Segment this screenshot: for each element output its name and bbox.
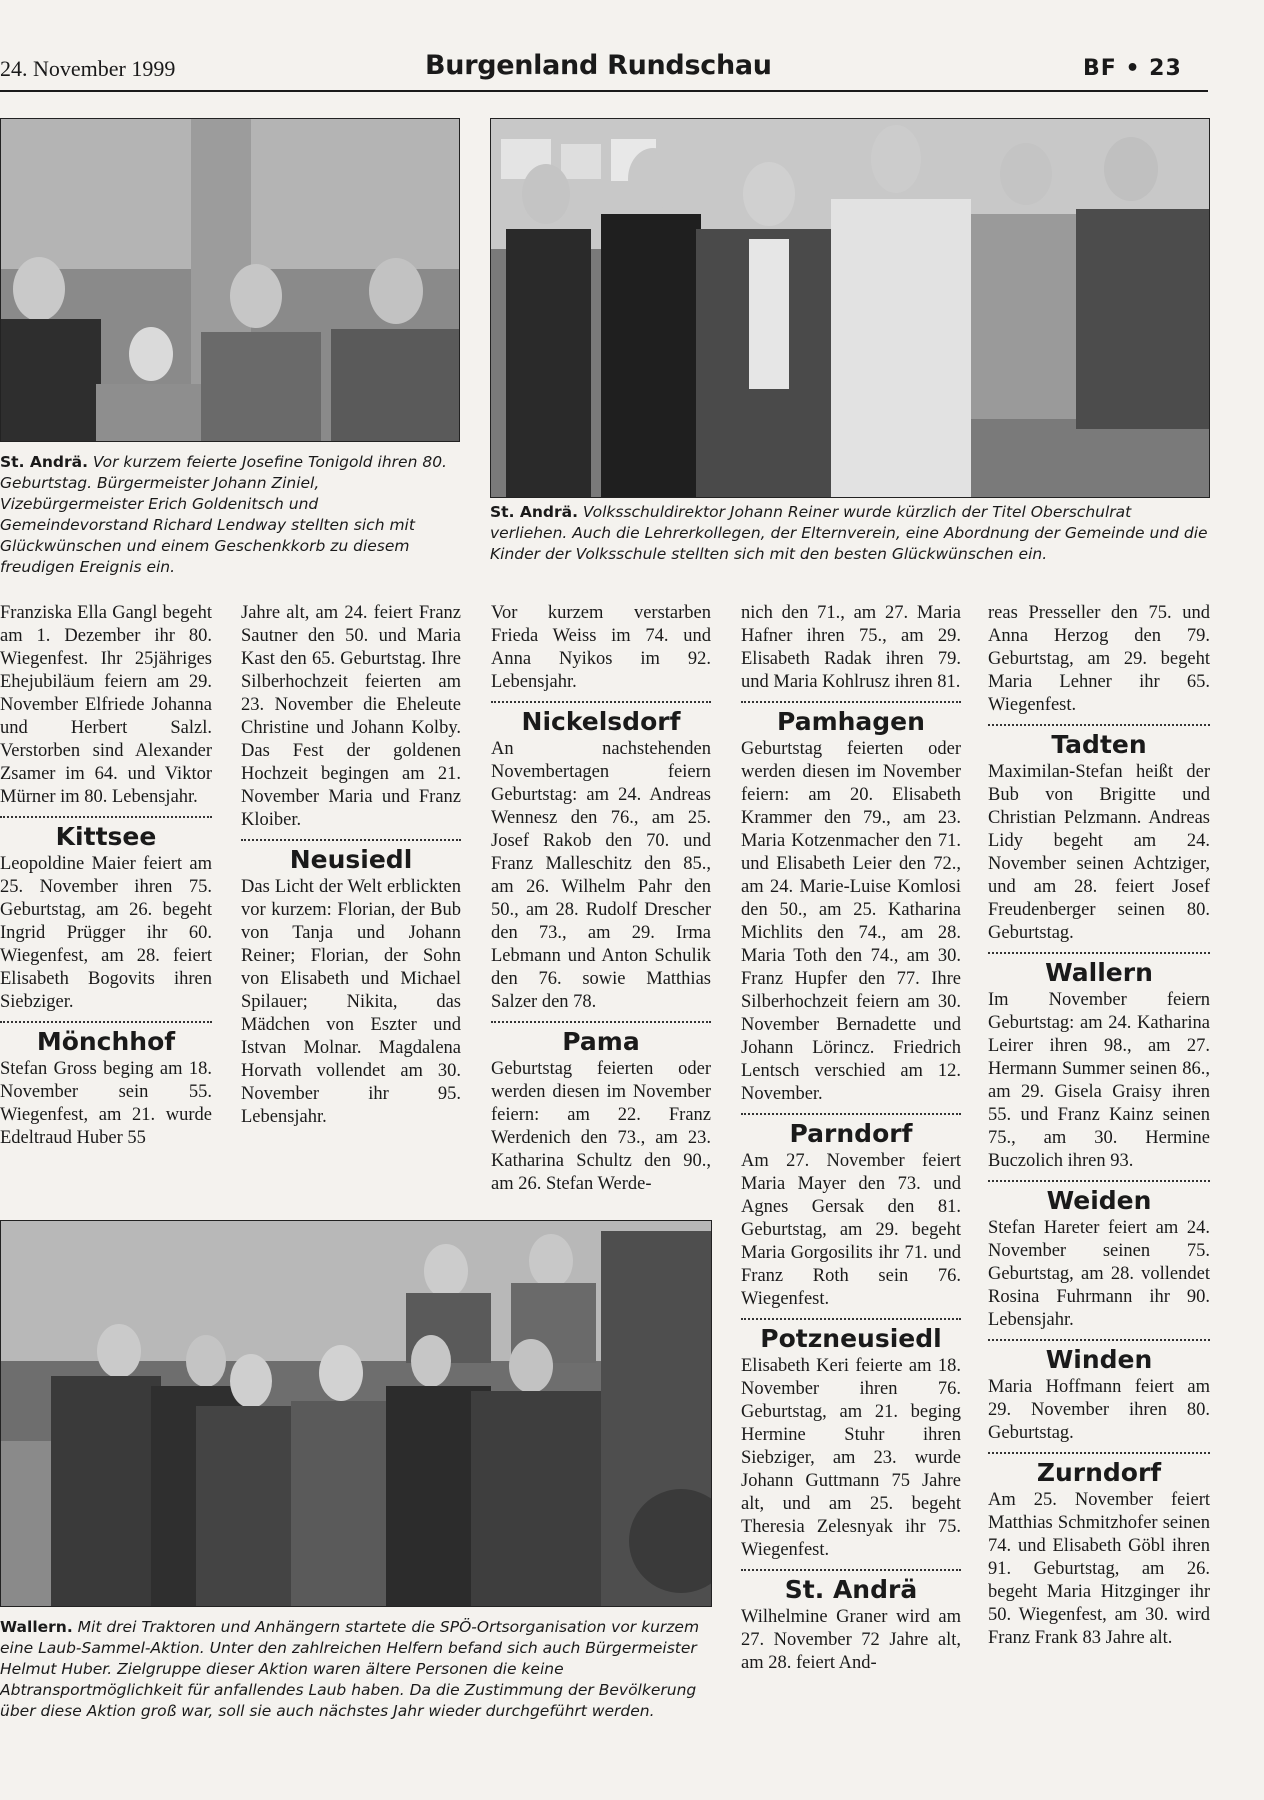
dotted-separator (988, 952, 1210, 954)
dotted-separator (741, 701, 961, 703)
issue-date: 24. November 1999 (0, 56, 176, 81)
heading-wallern: Wallern (1045, 958, 1153, 987)
heading-parndorf: Parndorf (789, 1119, 913, 1148)
article-moenchhof: Stefan Gross beging am 18. November sein 55. Wiegenfest, am 21. wurde Edeltraud Huber 55 (0, 1059, 212, 1148)
article-wallern: Im November feiern Geburtstag: am 24. Katharina Leirer ihren 98., am 27. Hermann Summer seinen 86., am 29. Gisela Graisy ihren 55. und Franz Kainz seinen 75., am 30. Hermine Buczolich ihren 93. (988, 990, 1210, 1171)
heading-winden: Winden (1045, 1345, 1153, 1374)
caption-wallern (0, 1617, 712, 1722)
heading-pamhagen: Pamhagen (777, 707, 925, 736)
article-zurndorf: Am 25. November feiert Matthias Schmitzhofer seinen 74. und Elisabeth Göbl ihren 91. Geburtstag, am 26. begeht Maria Hitzginger ihr 50. Wiegenfest, am 30. wird Franz Frank 83 Jahre alt. (988, 1490, 1210, 1648)
article-kittsee: Leopoldine Maier feiert am 25. November ihren 75. Geburtstag, am 26. begeht Ingrid Prügger ihr 60. Wiegenfest, am 28. feiert Elisabeth Bogovits ihren Siebziger. (0, 854, 212, 1012)
heading-potzneusiedl: Potzneusiedl (760, 1324, 942, 1353)
caption-place: Wallern. (0, 1618, 73, 1636)
dotted-separator (0, 816, 212, 818)
dotted-separator (741, 1569, 961, 1571)
caption-text: Volksschuldirektor Johann Reiner wurde kürzlich der Titel Oberschulrat verliehen. Auch die Lehrerkollegen, der Elternverein, eine Abordnung der Gemeinde und die Kinder der Volksschule stellten sich mit den besten Glückwünschen ein. (490, 503, 1208, 563)
caption-text: Mit drei Traktoren und Anhängern startete die SPÖ-Ortsorganisation vor kurzem eine Laub-Sammel-Aktion. Unter den zahlreichen Helfern befand sich auch Bürgermeister Helmut Huber. Zielgruppe dieser Aktion waren ältere Personen die keine Abtransportmöglichkeit für anfallendes Laub haben. Da die Zustimmung der Bevölkerung über diese Aktion groß war, soll sie auch nächstes Jahr wieder durchgeführt werden. (0, 1618, 700, 1720)
page-number: BF • 23 (1083, 56, 1182, 81)
article-winden: Maria Hoffmann feiert am 29. November ihren 80. Geburtstag. (988, 1377, 1210, 1443)
column-5 (988, 602, 1210, 1732)
dotted-separator (988, 1452, 1210, 1454)
caption-place: St. Andrä. (0, 453, 88, 471)
column-4 (741, 602, 961, 1732)
article-weiden: Stefan Hareter feiert am 24. November seinen 75. Geburtstag, am 28. vollendet Rosina Fuhrmann ihr 90. Lebensjahr. (988, 1218, 1210, 1330)
column-2 (241, 602, 461, 1202)
header-rule (0, 90, 1208, 92)
heading-moenchhof: Mönchhof (36, 1027, 176, 1056)
article-tadten: Maximilan-Stefan heißt der Bub von Brigitte und Christian Pelzmann. Andreas Lidy begeht am 24. November seinen Achtziger, und am 28. feiert Josef Freudenberger seinen 80. Geburtstag. (988, 762, 1210, 943)
heading-neusiedl: Neusiedl (289, 845, 413, 874)
dotted-separator (988, 1339, 1210, 1341)
caption-place: St. Andrä. (490, 503, 578, 521)
photo-volksschule-reiner (490, 118, 1210, 498)
dotted-separator (491, 701, 711, 703)
article-text: Jahre alt, am 24. feiert Franz Sautner den 50. und Maria Kast den 65. Geburtstag. Ihre Silberhochzeit feierten am 23. November die Eheleute Christine und Johann Kolby. Das Fest der goldenen Hochzeit begingen am 21. November Maria und Franz Kloiber. (241, 603, 461, 830)
article-potzneusiedl: Elisabeth Keri feierte am 18. November ihren 76. Geburtstag, am 21. beging Hermine Stuhr ihren Siebziger, am 23. wurde Johann Guttmann 75 Jahre alt, und am 25. begeht Theresia Zelesnyak ihr 75. Wiegenfest. (741, 1356, 961, 1560)
heading-tadten: Tadten (1051, 730, 1147, 759)
article-text: reas Presseller den 75. und Anna Herzog den 79. Geburtstag, am 29. begeht Maria Lehner ihr 65. Wiegenfest. (988, 603, 1210, 715)
article-nickelsdorf: An nachstehenden Novembertagen feiern Geburtstag: am 24. Andreas Wennesz den 76., am 25. Josef Rakob den 70. und Franz Malleschitz den 85., am 26. Wilhelm Pahr den 50., am 28. Rudolf Drescher den 73., am 29. Irma Lebmann und Anton Schulik den 76. sowie Matthias Salzer den 78. (491, 739, 711, 1012)
dotted-separator (988, 724, 1210, 726)
heading-pama: Pama (562, 1027, 640, 1056)
article-text: Franziska Ella Gangl begeht am 1. Dezember ihr 80. Wiegenfest. Ihr 25jähriges Ehejubiläum feiern am 29. November Elfriede Johanna und Herbert Salzl. Verstorben sind Alexander Zsamer im 64. und Viktor Mürner im 80. Lebensjahr. (0, 603, 212, 807)
photo-laub-sammel-aktion (0, 1220, 712, 1607)
dotted-separator (988, 1180, 1210, 1182)
caption-reiner (490, 502, 1210, 565)
article-text: nich den 71., am 27. Maria Hafner ihren 75., am 29. Elisabeth Radak ihren 79. und Maria Kohlrusz ihren 81. (741, 603, 961, 692)
heading-st-andrae: St. Andrä (784, 1575, 918, 1604)
heading-weiden: Weiden (1046, 1186, 1152, 1215)
column-1 (0, 602, 212, 1202)
article-parndorf: Am 27. November feiert Maria Mayer den 73. und Agnes Gersak den 81. Geburtstag, am 29. begeht Maria Gorgosilits ihr 71. und Franz Roth sein 76. Wiegenfest. (741, 1151, 961, 1309)
dotted-separator (241, 839, 461, 841)
dotted-separator (741, 1318, 961, 1320)
column-3 (491, 602, 711, 1202)
article-neusiedl: Das Licht der Welt erblickten vor kurzem: Florian, der Bub von Tanja und Johann Reiner; Florian, der Sohn von Elisabeth und Michael Spilauer; Nikita, das Mädchen von Eszter und Istvan Molnar. Magdalena Horvath vollendet am 30. November ihr 95. Lebensjahr. (241, 877, 461, 1127)
article-pama: Geburtstag feierten oder werden diesen im November feiern: am 22. Franz Werdenich den 73., am 23. Katharina Schultz den 90., am 26. Stefan Werde- (491, 1059, 711, 1194)
caption-tonigold (0, 452, 460, 578)
heading-zurndorf: Zurndorf (1036, 1458, 1162, 1487)
dotted-separator (741, 1113, 961, 1115)
dotted-separator (0, 1021, 212, 1023)
dotted-separator (491, 1021, 711, 1023)
article-pamhagen: Geburtstag feierten oder werden diesen im November feiern: am 20. Elisabeth Krammer den 79., am 23. Maria Kotzenmacher den 71. und Elisabeth Leier den 72., am 24. Marie-Luise Komlosi den 50., am 25. Katharina Michlits den 74., am 28. Maria Toth den 74., am 30. Franz Hupfer den 77. Ihre Silberhochzeit feiern am 30. November Bernadette und Johann Lörincz. Friedrich Lentsch verschied am 12. November. (741, 739, 961, 1104)
heading-kittsee: Kittsee (55, 822, 157, 851)
newspaper-title: Burgenland Rundschau (425, 50, 772, 81)
article-st-andrae: Wilhelmine Graner wird am 27. November 72 Jahre alt, am 28. feiert And- (741, 1607, 961, 1673)
photo-birthday-tonigold (0, 118, 460, 442)
article-text: Vor kurzem verstarben Frieda Weiss im 74. und Anna Nyikos im 92. Lebensjahr. (491, 603, 711, 692)
heading-nickelsdorf: Nickelsdorf (521, 707, 681, 736)
caption-text: Vor kurzem feierte Josefine Tonigold ihren 80. Geburtstag. Bürgermeister Johann Ziniel, Vizebürgermeister Erich Goldenitsch und Gemeindevorstand Richard Lendway stellten sich mit Glückwünschen und einem Geschenkkorb zu diesem freudigen Ereignis ein. (0, 453, 447, 576)
